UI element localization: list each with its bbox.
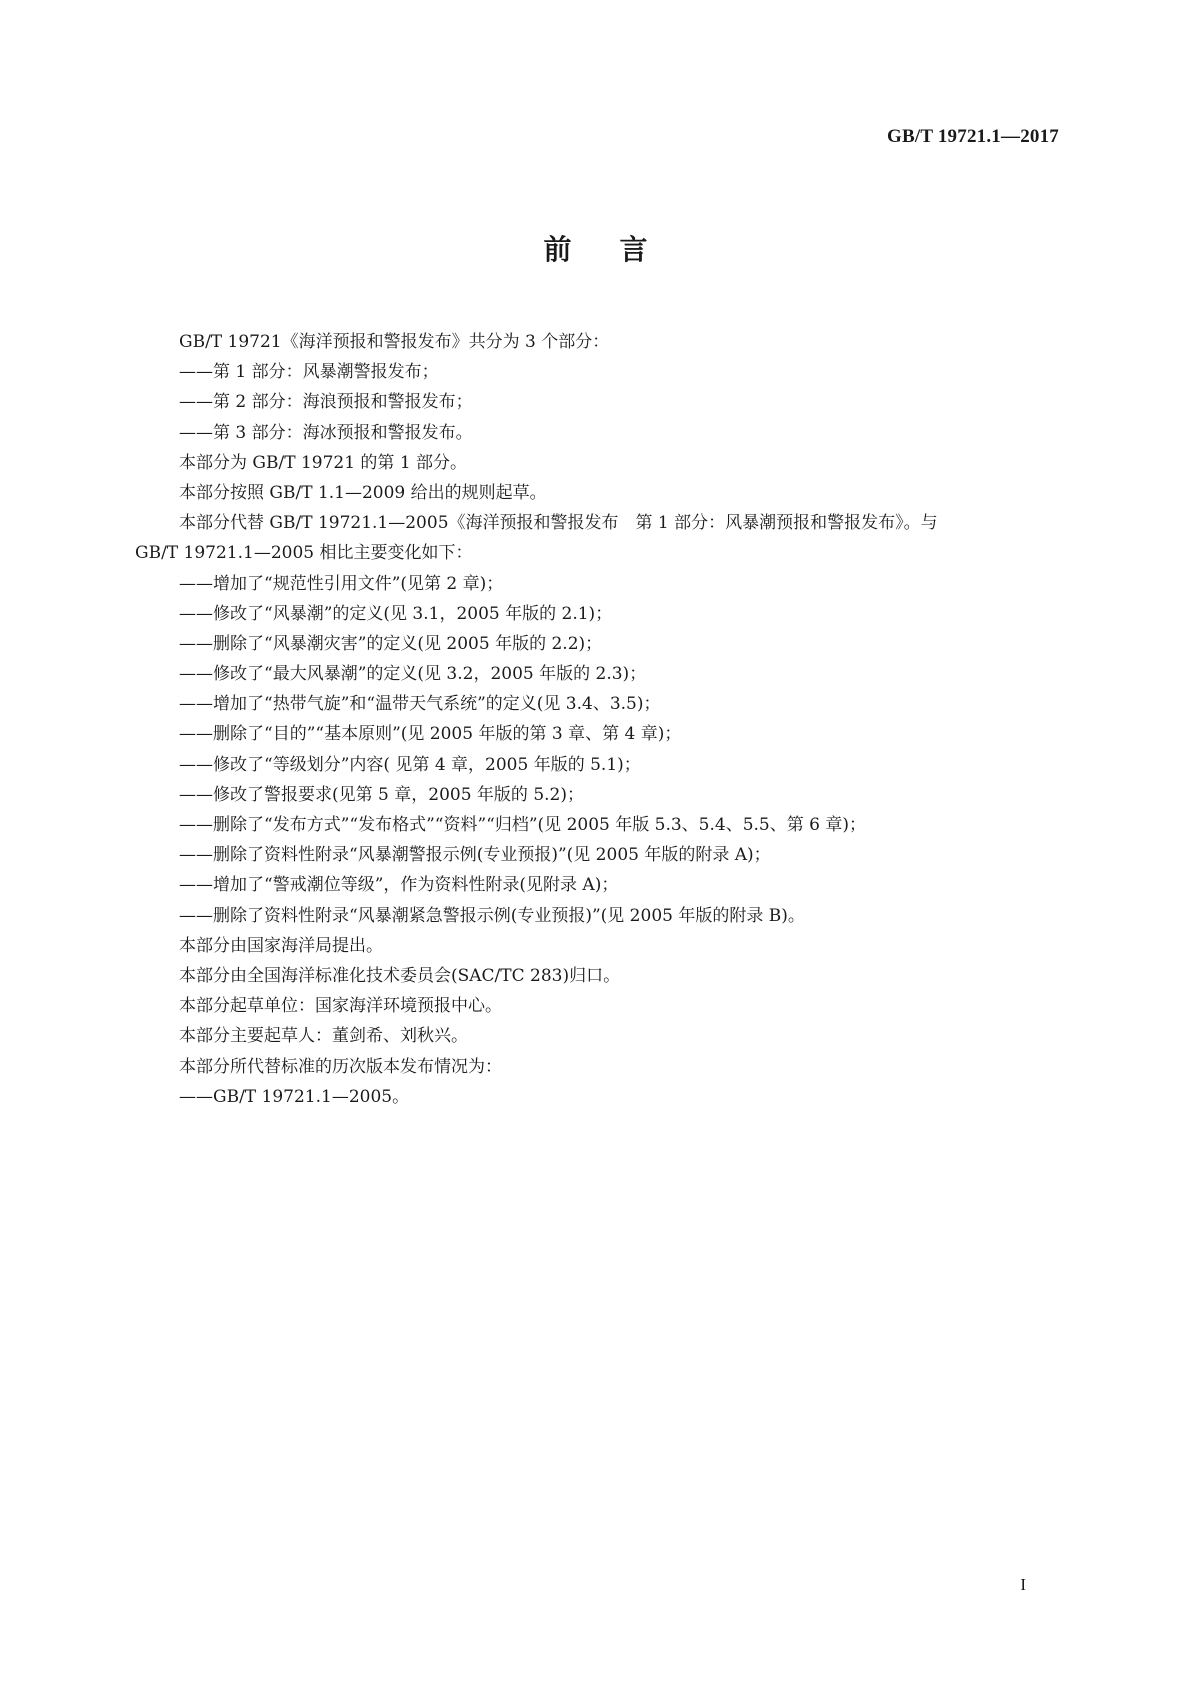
foreword-line: 本部分所代替标准的历次版本发布情况为： <box>179 1056 502 1077</box>
foreword-line: ——修改了“最大风暴潮”的定义(见 3.2，2005 年版的 2.3)； <box>179 664 647 685</box>
foreword-line: 本部分由国家海洋局提出。 <box>179 935 383 956</box>
foreword-line: 本部分由全国海洋标准化技术委员会(SAC/TC 283)归口。 <box>179 965 621 986</box>
foreword-line: GB/T 19721《海洋预报和警报发布》共分为 3 个部分： <box>179 332 610 352</box>
foreword-line: 本部分按照 GB/T 1.1—2009 给出的规则起草。 <box>179 482 547 503</box>
page-number: I <box>1020 1575 1026 1594</box>
foreword-line: ——第 3 部分：海冰预报和警报发布。 <box>179 422 473 443</box>
foreword-line: ——删除了资料性附录“风暴潮警报示例(专业预报)”(见 2005 年版的附录 A)； <box>179 845 771 866</box>
foreword-line: ——增加了“规范性引用文件”(见第 2 章)； <box>179 573 504 594</box>
foreword-line: ——修改了“风暴潮”的定义(见 3.1，2005 年版的 2.1)； <box>179 603 613 624</box>
foreword-line: ——第 1 部分：风暴潮警报发布； <box>179 362 439 383</box>
standard-code: GB/T 19721.1—2017 <box>887 126 1059 147</box>
foreword-line: ——GB/T 19721.1—2005。 <box>179 1086 410 1107</box>
foreword-line: ——增加了“热带气旋”和“温带天气系统”的定义(见 3.4、3.5)； <box>179 694 661 715</box>
foreword-line: 本部分为 GB/T 19721 的第 1 部分。 <box>179 452 468 473</box>
foreword-line: ——第 2 部分：海浪预报和警报发布； <box>179 392 473 413</box>
foreword-line: ——删除了“发布方式”“发布格式”“资料”“归档”(见 2005 年版 5.3、5.4、5.5、第 6 章)； <box>179 815 866 835</box>
foreword-line: 本部分代替 GB/T 19721.1—2005《海洋预报和警报发布 第 1 部分：风暴潮预报和警报发布》。与 <box>179 513 938 534</box>
page-title: 前言 <box>543 233 696 266</box>
foreword-line: ——删除了“风暴潮灾害”的定义(见 2005 年版的 2.2)； <box>179 633 603 654</box>
foreword-line: ——删除了“目的”“基本原则”(见 2005 年版的第 3 章、第 4 章)； <box>179 724 682 745</box>
foreword-line: 本部分起草单位：国家海洋环境预报中心。 <box>179 996 502 1017</box>
foreword-line: GB/T 19721.1—2005 相比主要变化如下： <box>135 543 473 564</box>
foreword-line: ——修改了警报要求(见第 5 章，2005 年版的 5.2)； <box>179 784 584 805</box>
foreword-line: 本部分主要起草人：董剑希、刘秋兴。 <box>179 1026 468 1047</box>
foreword-line: ——修改了“等级划分”内容( 见第 4 章，2005 年版的 5.1)； <box>179 754 641 775</box>
foreword-body <box>135 327 1063 1112</box>
foreword-line: ——增加了“警戒潮位等级”，作为资料性附录(见附录 A)； <box>179 875 619 896</box>
foreword-line: ——删除了资料性附录“风暴潮紧急警报示例(专业预报)”(见 2005 年版的附录 B)。 <box>179 905 805 926</box>
